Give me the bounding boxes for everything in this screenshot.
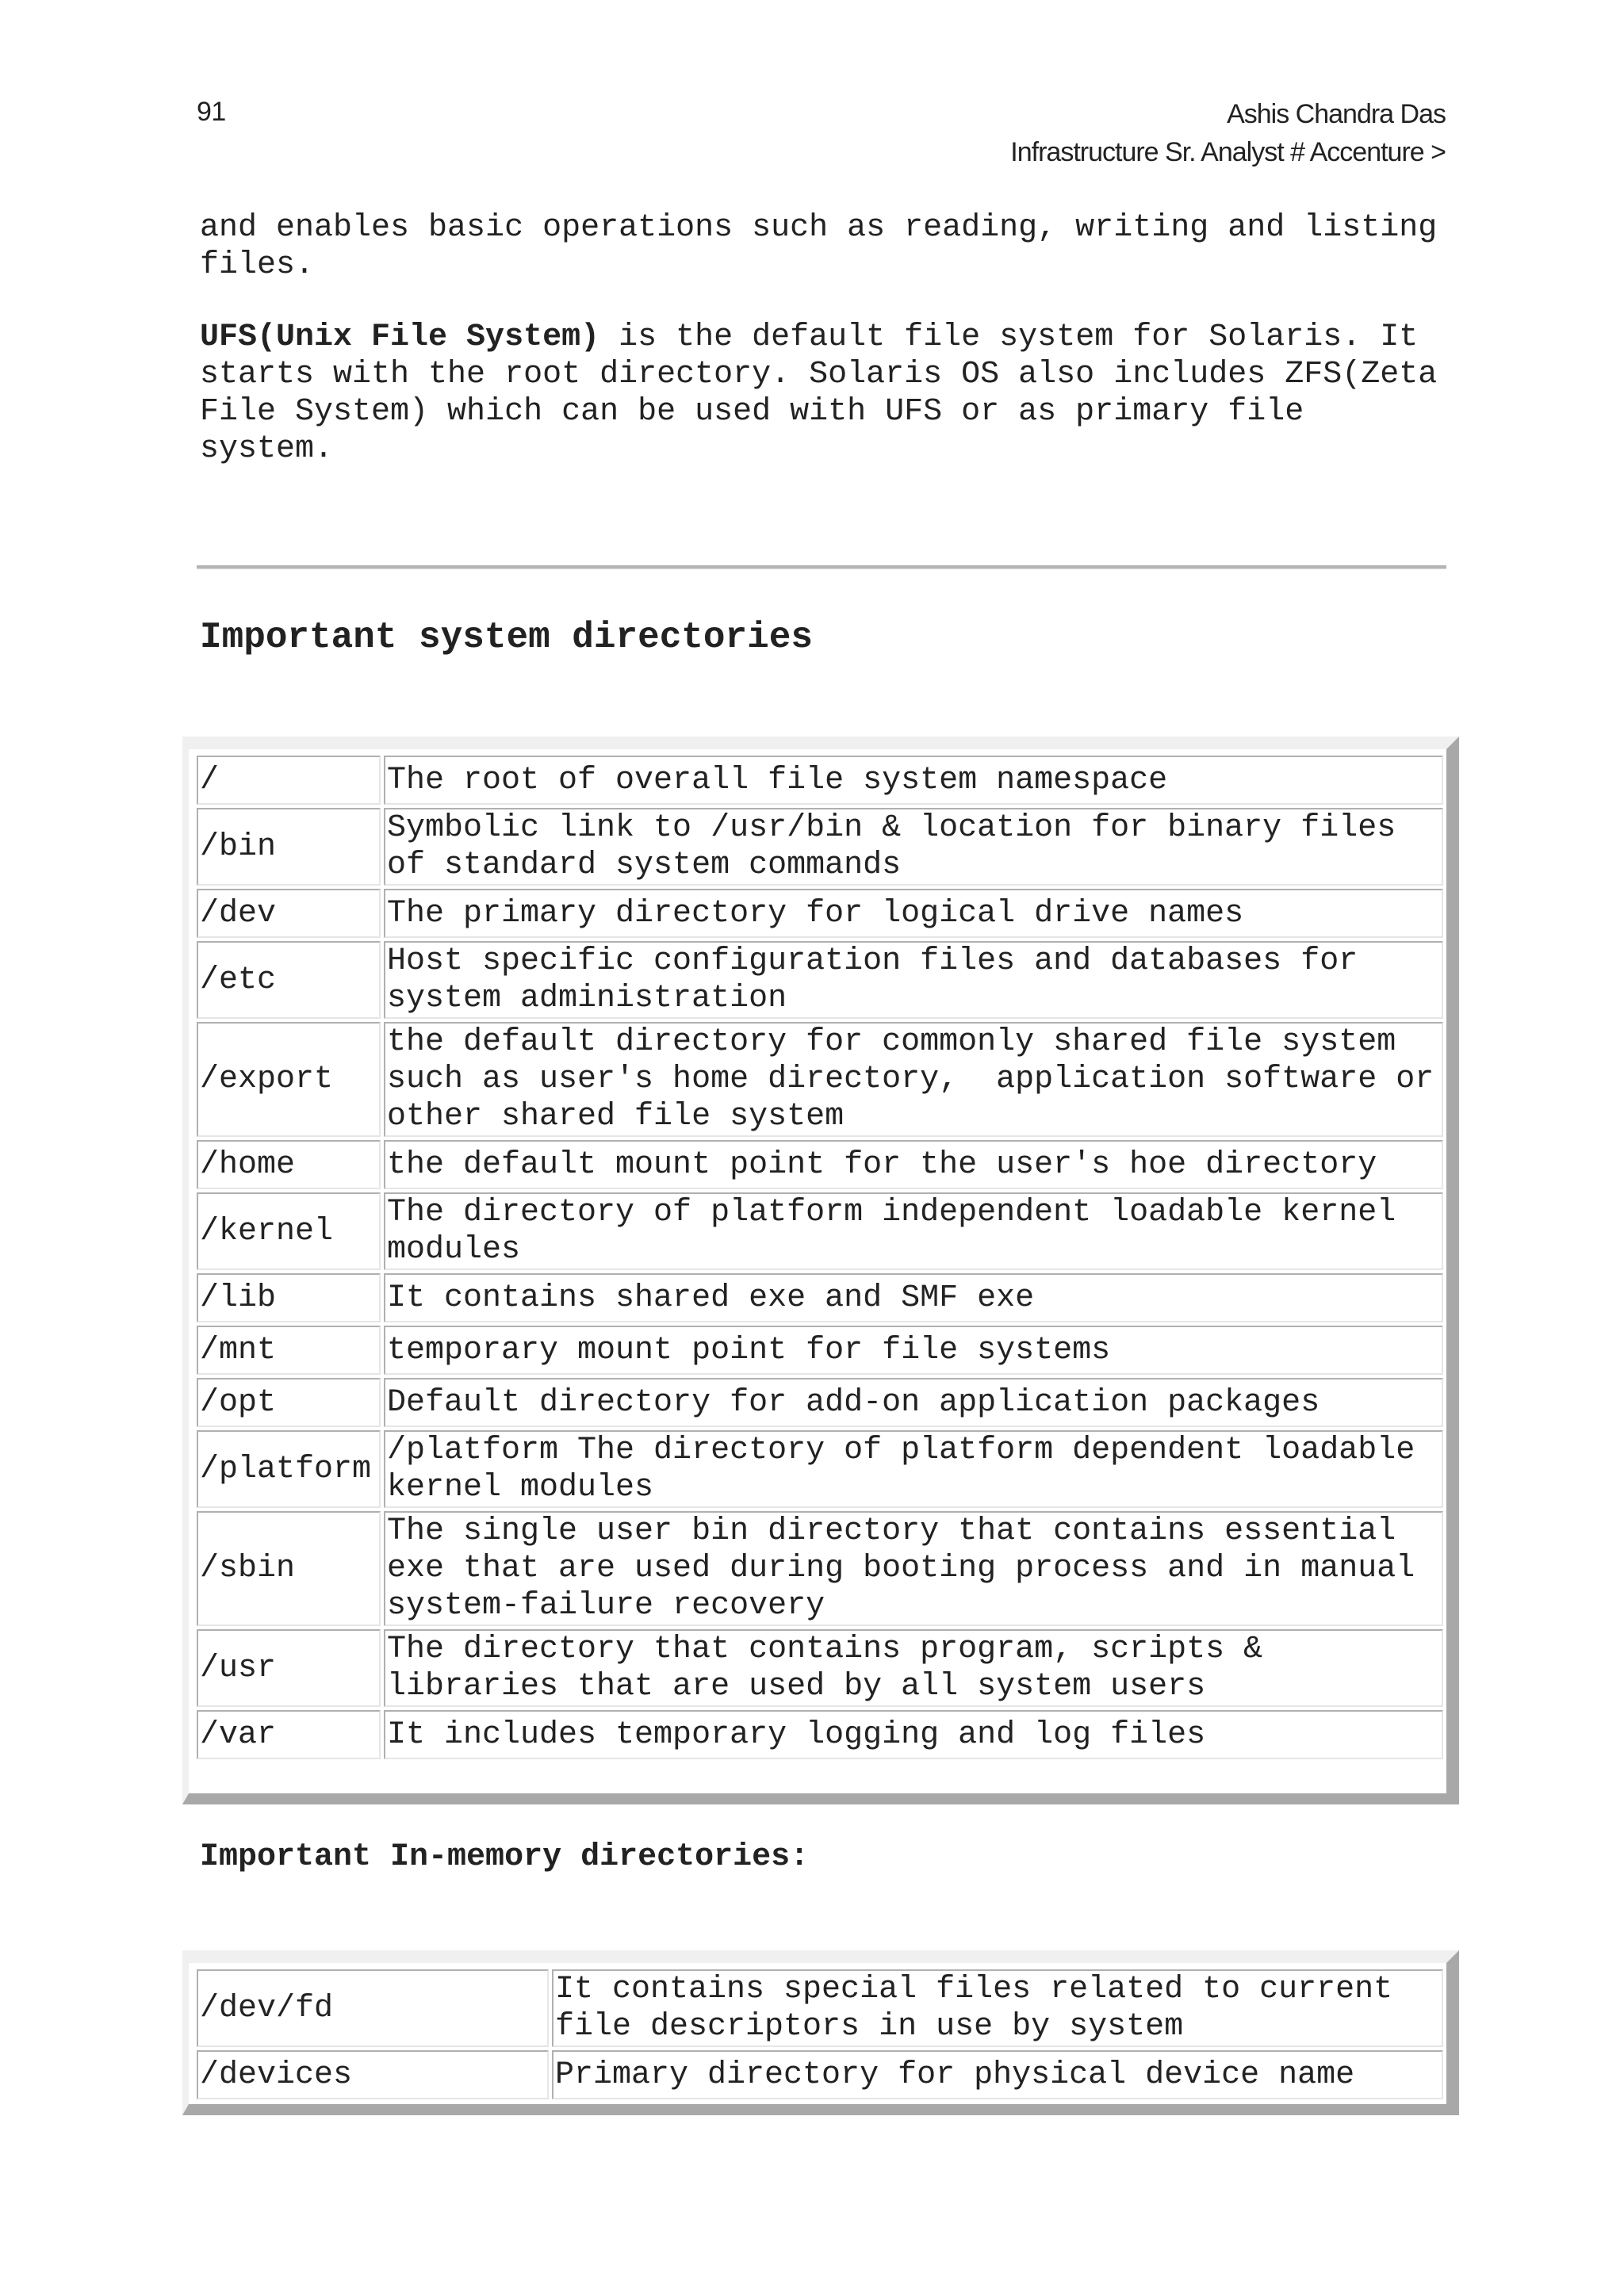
directory-description-cell: temporary mount point for file systems [384,1326,1443,1375]
table-row [197,1022,1443,1137]
table-row [197,1273,1443,1322]
directory-path-cell: /dev [197,889,381,938]
page-number: 91 [197,97,226,127]
directory-description-cell: Host specific configuration files and databases for system administration [384,941,1443,1019]
directory-path-cell: /devices [197,2050,549,2099]
author-name: Ashis Chandra Das [1227,99,1446,129]
directory-path-cell: /mnt [197,1326,381,1375]
in-memory-directories-heading: Important In-memory directories: [200,1839,810,1875]
author-title: Infrastructure Sr. Analyst # Accenture > [1010,137,1446,167]
directory-path-cell: /dev/fd [197,1969,549,2047]
directory-description-cell: The directory of platform independent loadable kernel modules [384,1192,1443,1270]
directory-description-cell: Primary directory for physical device name [552,2050,1443,2099]
system-directories-table-frame [182,737,1459,1804]
table-row [197,1192,1443,1270]
directory-description-cell: the default mount point for the user's hoe directory [384,1140,1443,1189]
table-row [197,1430,1443,1508]
directory-path-cell: /sbin [197,1511,381,1626]
directory-description-cell: It contains shared exe and SMF exe [384,1273,1443,1322]
in-memory-directories-table [193,1966,1446,2103]
table-row [197,1378,1443,1427]
table-row [197,2050,1443,2099]
directory-path-cell: /home [197,1140,381,1189]
directory-path-cell: /etc [197,941,381,1019]
directory-path-cell: /lib [197,1273,381,1322]
directory-description-cell: The directory that contains program, scripts & libraries that are used by all system users [384,1629,1443,1707]
directory-path-cell: /bin [197,808,381,886]
directory-description-cell: the default directory for commonly shared file system such as user's home directory, application software or other shared file system [384,1022,1443,1137]
directory-description-cell: The root of overall file system namespace [384,756,1443,805]
directory-description-cell: It includes temporary logging and log files [384,1710,1443,1759]
table-row [197,1326,1443,1375]
ufs-paragraph [200,319,1457,468]
system-directories-heading: Important system directories [200,617,813,658]
table-row [197,808,1443,886]
table-row [197,941,1443,1019]
directory-path-cell: /var [197,1710,381,1759]
directory-path-cell: /export [197,1022,381,1137]
table-row [197,1710,1443,1759]
table-row [197,1140,1443,1189]
table-row [197,1511,1443,1626]
directory-description-cell: The primary directory for logical drive names [384,889,1443,938]
ufs-description: is the default file system for Solaris. It starts with the root directory. Solaris OS also includes ZFS(Zeta File System) which can be used with UFS or as primary file system. [200,320,1457,467]
directory-description-cell: Default directory for add-on application packages [384,1378,1443,1427]
directory-path-cell: /opt [197,1378,381,1427]
directory-path-cell: / [197,756,381,805]
directory-path-cell: /usr [197,1629,381,1707]
table-row [197,889,1443,938]
directory-description-cell: The single user bin directory that contains essential exe that are used during booting process and in manual system-failure recovery [384,1511,1443,1626]
directory-path-cell: /kernel [197,1192,381,1270]
directory-description-cell: It contains special files related to current file descriptors in use by system [552,1969,1443,2047]
in-memory-directories-table-frame [182,1950,1459,2115]
table-row [197,1969,1443,2047]
directory-description-cell: /platform The directory of platform dependent loadable kernel modules [384,1430,1443,1508]
system-directories-table [193,752,1454,1762]
running-header [1010,95,1446,171]
ufs-term: UFS(Unix File System) [200,320,600,355]
table-row [197,756,1443,805]
directory-path-cell: /platform [197,1430,381,1508]
horizontal-rule [197,565,1446,569]
table-row [197,1629,1443,1707]
intro-paragraph: and enables basic operations such as reading, writing and listing files. [200,210,1457,283]
directory-description-cell: Symbolic link to /usr/bin & location for binary files of standard system commands [384,808,1443,886]
